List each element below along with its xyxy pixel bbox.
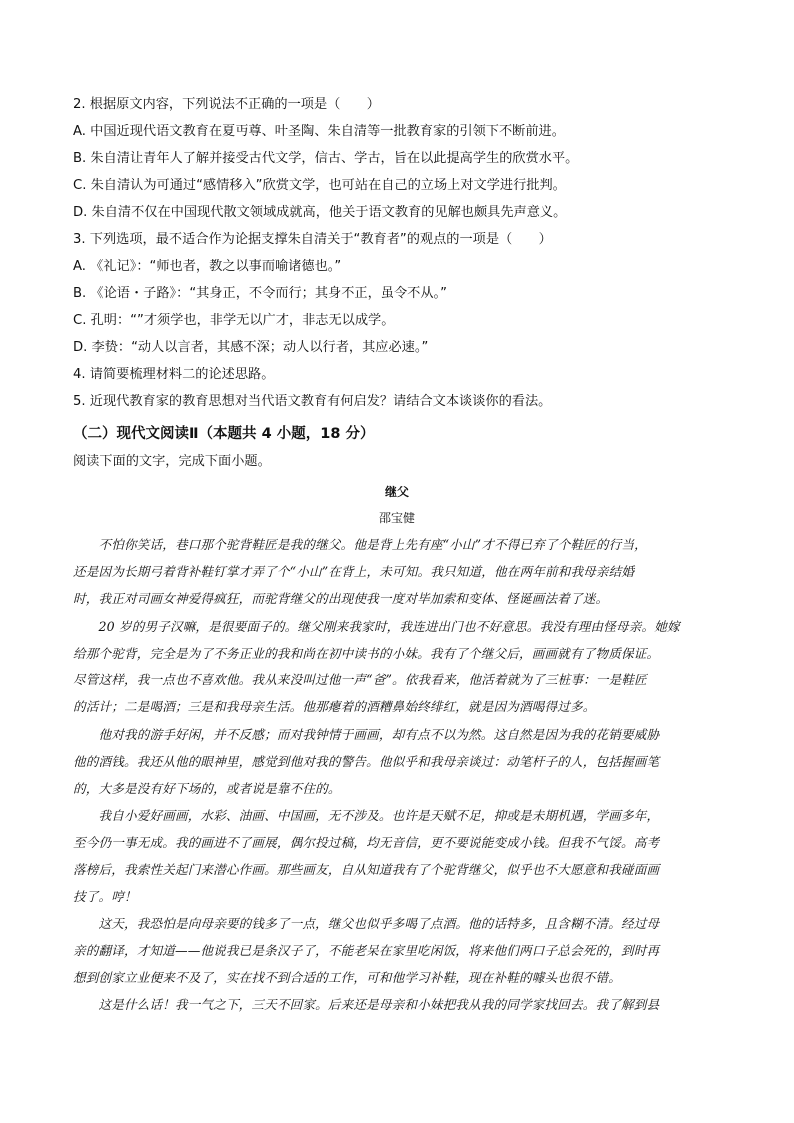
story-line: 至今仍一事无成。我的画进不了画展，偶尔投过稿，均无音信，更不要说能变成小钱。但我不气馁。高考 <box>73 835 660 850</box>
question-2-stem: 2. 根据原文内容，下列说法不正确的一项是（ ） <box>73 97 380 112</box>
story-line: 想到创家立业便来不及了，实在找不到合适的工作，可和他学习补鞋，现在补鞋的噱头也很不错。 <box>73 970 621 985</box>
question-3-option-a: A. 《礼记》：“师也者，教之以事而喻诸德也。” <box>73 259 342 274</box>
question-3-option-b: B. 《论语・子路》：“其身正，不令而行；其身不正，虽令不从。” <box>73 286 447 301</box>
story-author: 邵宝健 <box>378 511 415 525</box>
story-line: 的，大多是没有好下场的，或者说是靠不住的。 <box>73 781 341 796</box>
story-line: 不怕你笑话，巷口那个驼背鞋匠是我的继父。他是背上先有座“小山”才不得已弃了个鞋匠的行当， <box>73 537 647 552</box>
story-line: 还是因为长期弓着背补鞋钉掌才弄了个“小山”在背上，未可知。我只知道，他在两年前和我母亲结婚 <box>73 564 635 579</box>
reading-instruction: 阅读下面的文字，完成下面小题。 <box>73 454 271 469</box>
story-line: 尽管这样，我一点也不喜欢他。我从来没叫过他一声“爸”。依我看来，他活着就为了三桩事：一是鞋匠 <box>73 672 647 687</box>
question-3-option-d: D. 李贽：“动人以言者，其感不深；动人以行者，其应必速。” <box>73 340 429 355</box>
story-line: 技了。哼！ <box>73 889 137 904</box>
section-heading: （二）现代文阅读Ⅱ（本题共 4 小题，18 分） <box>73 426 375 442</box>
story-line: 亲的翻译，才知道——他说我已是条汉子了，不能老呆在家里吃闲饭，将来他们两口子总会死的，到时再 <box>73 943 660 958</box>
story-title: 继父 <box>384 485 409 499</box>
story-line: 给那个驼背，完全是为了不务正业的我和尚在初中读书的小妹。我有了个继父后，画画就有了物质保证。 <box>73 646 660 661</box>
story-line: 这天，我恐怕是向母亲要的钱多了一点，继父也似乎多喝了点酒。他的话特多，且含糊不清。经过母 <box>73 916 660 931</box>
question-2-option-d: D. 朱自清不仅在中国现代散文领域成就高，他关于语文教育的见解也颇具先声意义。 <box>73 205 567 220</box>
question-5: 5. 近现代教育家的教育思想对当代语文教育有何启发？请结合文本谈谈你的看法。 <box>73 394 552 409</box>
question-2-option-a: A. 中国近现代语文教育在夏丏尊、叶圣陶、朱自清等一批教育家的引领下不断前进。 <box>73 124 565 139</box>
story-line: 时，我正对司画女神爱得疯狂，而驼背继父的出现使我一度对毕加索和变体、怪诞画法着了迷。 <box>73 591 609 606</box>
story-line: 他的酒钱。我还从他的眼神里，感觉到他对我的警告。他似乎和我母亲谈过：动笔杆子的人，包括握画笔 <box>73 754 660 769</box>
question-3-option-c: C. 孔明：“”才须学也，非学无以广才，非志无以成学。 <box>73 313 395 328</box>
question-2-option-c: C. 朱自清认为可通过“感情移入”欣赏文学，也可站在自己的立场上对文学进行批判。 <box>73 178 566 193</box>
story-line: 的活计；二是喝酒；三是和我母亲生活。他那瘪着的酒糟鼻始终绯红，就是因为酒喝得过多。 <box>73 699 596 714</box>
story-line: 他对我的游手好闲，并不反感；而对我钟情于画画，却有点不以为然。这自然是因为我的花销要威胁 <box>73 727 660 742</box>
question-4: 4. 请简要梳理材料二的论述思路。 <box>73 367 275 382</box>
story-line: 落榜后，我索性关起门来潜心作画。那些画友，自从知道我有了个驼背继父，似乎也不大愿意和我碰面画 <box>73 862 660 877</box>
question-3-stem: 3. 下列选项，最不适合作为论据支撑朱自清关于“教育者”的观点的一项是（ ） <box>73 232 552 247</box>
story-line: 我自小爱好画画，水彩、油画、中国画，无不涉及。也许是天赋不足，抑或是未期机遇，学画多年， <box>73 808 660 823</box>
story-line: 这是什么话！我一气之下，三天不回家。后来还是母亲和小妹把我从我的同学家找回去。我了解到县 <box>73 997 660 1012</box>
story-line: 20 岁的男子汉嘛，是很要面子的。继父刚来我家时，我连进出门也不好意思。我没有理由怪母亲。她嫁 <box>73 619 680 634</box>
question-2-option-b: B. 朱自清让青年人了解并接受古代文学，信古、学古，旨在以此提高学生的欣赏水平。 <box>73 151 579 166</box>
